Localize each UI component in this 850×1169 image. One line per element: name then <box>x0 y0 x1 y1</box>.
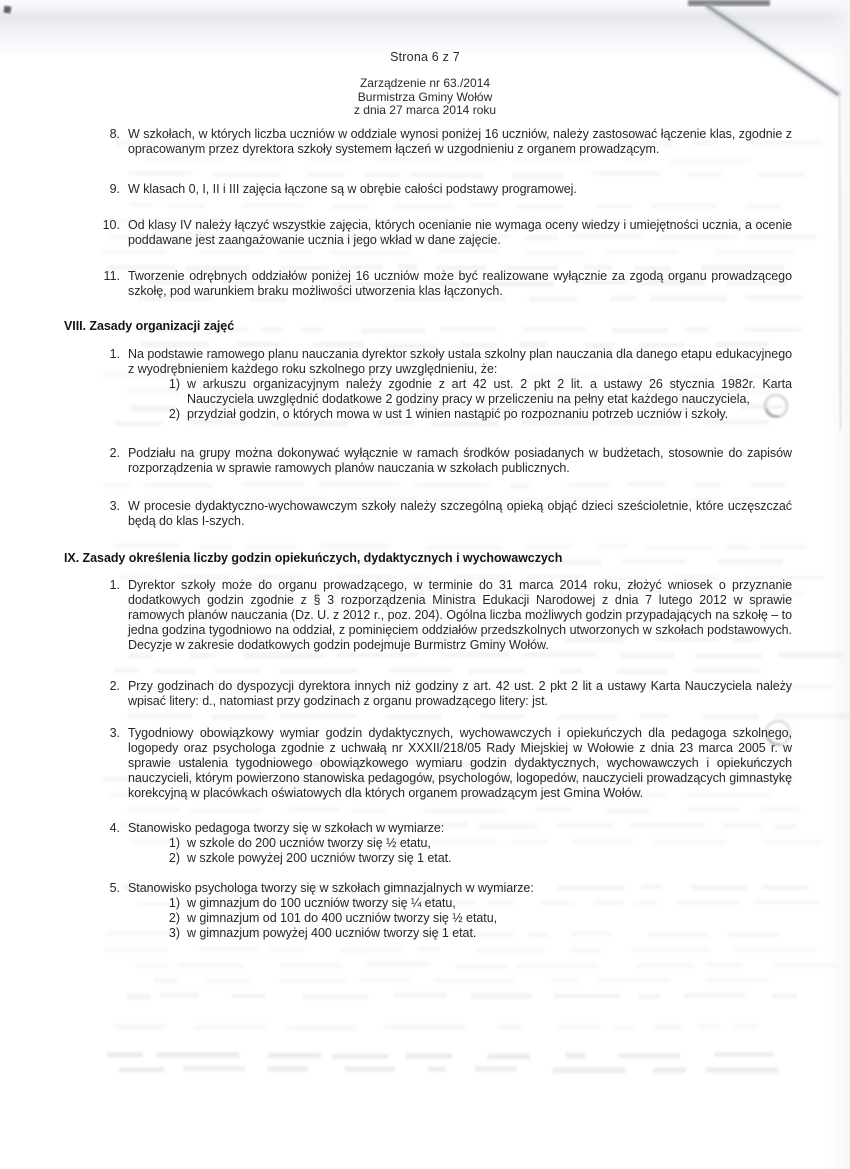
ix-item-4 <box>96 821 792 866</box>
item-text: Dyrektor szkoły może do organu prowadzącego, w terminie do 31 marca 2014 roku, złożyć wniosek o przyznanie dodatkowych godzin zgodnie z § 3 rozporządzenia Ministra Edukacji Narodowej z dnia 7 lutego 2012 w sprawie ramowych planów nauczania (Dz. U. z 2012 r., poz. 204). Ogólna liczba możliwych godzin przypadających na szkołę – to jedna godzina tygodniowo na oddział, z pominięciem oddziałów przedszkolnych utworzonych w szkołach podstawowych. Decyzje w zakresie dodatkowych godzin podejmuje Burmistrz Gminy Wołów. <box>128 577 792 652</box>
item-text: W procesie dydaktyczno-wychowawczym szkoły należy szczególną opieką objąć dzieci sześcioletnie, które uczęszczać będą do klas I-szych. <box>128 498 792 528</box>
subitem-number: 1) <box>168 895 180 910</box>
scanner-edge-artifact <box>688 0 770 6</box>
subitem-number: 2) <box>168 910 180 925</box>
item-text: Od klasy IV należy łączyć wszystkie zajęcia, których ocenianie nie wymaga oceny wiedzy i umiejętności ucznia, a ocenie poddawane jest zaangażowanie ucznia i jego wkład w dane zajęcie. <box>128 217 792 247</box>
document-content <box>0 50 850 962</box>
subitem-number: 2) <box>168 406 180 421</box>
item-number: 11. <box>103 268 120 283</box>
viii-item-1-sub-1 <box>158 377 792 407</box>
item-text: W szkołach, w których liczba uczniów w oddziale wynosi poniżej 16 uczniów, należy zastosować łączenie klas, zgodnie z opracowanym przez dyrektora szkoły systemem łączeń w uzgodnieniu z organem prowadzącym. <box>128 126 792 156</box>
ix-item-5-sub-1 <box>158 896 792 911</box>
item-number: 2. <box>109 678 120 693</box>
subitem-text: przydział godzin, o których mowa w ust 1 winien nastąpić po rozpoznaniu potrzeb uczniów i szkoły. <box>187 406 729 421</box>
item-text: Przy godzinach do dyspozycji dyrektora innych niż godziny z art. 42 ust. 2 pkt 2 lit a ustawy Karta Nauczyciela należy wpisać litery: d., natomiast przy godzinach z organu prowadzącego litery: jst. <box>128 678 792 708</box>
item-text: W klasach 0, I, II i III zajęcia łączone są w obrębie całości podstawy programowej. <box>128 181 577 196</box>
ix-item-5 <box>96 881 792 941</box>
list-item-8 <box>96 127 792 157</box>
ix-item-5-sub-3 <box>158 926 792 941</box>
subitem-text: w szkole powyżej 200 uczniów tworzy się 1 etat. <box>187 850 452 865</box>
subitem-text: w arkuszu organizacyjnym należy zgodnie z art 42 ust. 2 pkt 2 lit. a ustawy 26 stycznia 1982r. Karta Nauczyciela uwzględnić dodatkowe 2 godziny pracy w przeliczeniu na pełny etat każdego nauczyciela, <box>187 376 792 406</box>
viii-item-3 <box>96 499 792 529</box>
document-title-line1: Zarządzenie nr 63./2014 <box>359 76 491 90</box>
section-ix-list <box>0 578 850 941</box>
section-viii-list <box>0 347 850 529</box>
item-text: Stanowisko pedagoga tworzy się w szkołach w wymiarze: <box>128 820 445 835</box>
item-number: 3. <box>109 498 120 513</box>
ix-item-1 <box>96 578 792 653</box>
item-text: Stanowisko psychologa tworzy się w szkołach gimnazjalnych w wymiarze: <box>128 880 534 895</box>
item-number: 8. <box>109 126 120 141</box>
item-number: 4. <box>109 820 120 835</box>
subitem-text: w szkole do 200 uczniów tworzy się ½ etatu, <box>187 835 431 850</box>
item-text: Tygodniowy obowiązkowy wymiar godzin dydaktycznych, wychowawczych i opiekuńczych dla pedagoga szkolnego, logopedy oraz psychologa zgodnie z uchwałą nr XXXII/218/05 Rady Miejskiej w Wołowie z dnia 23 marca 2005 r. w sprawie ustalenia tygodniowego obowiązkowego wymiaru godzin dydaktycznych, wychowawczych i opiekuńczych nauczycieli, którym powierzono stanowiska pedagogów, psychologów, logopedów, nauczycieli prowadzących gimnastykę korekcyjną w placówkach oświatowych dla których organem prowadzącym jest Gmina Wołów. <box>128 725 792 800</box>
list-item-9 <box>96 182 792 197</box>
viii-item-2 <box>96 446 792 476</box>
item-number: 5. <box>109 880 120 895</box>
item-number: 10. <box>102 217 120 232</box>
subitem-number: 1) <box>168 835 180 850</box>
subitem-number: 1) <box>168 376 180 391</box>
ix-item-4-sub-2 <box>158 851 792 866</box>
item-number: 1. <box>109 577 120 592</box>
ix-item-2 <box>96 679 792 709</box>
viii-item-1 <box>96 347 792 422</box>
list-item-11 <box>96 269 792 299</box>
item-number: 9. <box>109 181 120 196</box>
document-title-line3: z dnia 27 marca 2014 roku <box>353 103 497 117</box>
page-number: Strona 6 z 7 <box>390 50 460 64</box>
document-title-line2: Burmistrza Gminy Wołów <box>357 89 493 104</box>
section-ix-heading: IX. Zasady określenia liczby godzin opiekuńczych, dydaktycznych i wychowawczych <box>64 550 563 565</box>
item-number: 2. <box>109 445 120 460</box>
ix-item-3 <box>96 726 792 801</box>
item-text: Na podstawie ramowego planu nauczania dyrektor szkoły ustala szkolny plan nauczania dla danego etapu edukacyjnego z wyodrębnieniem każdego roku szkolnego przy uwzględnieniu, że: <box>128 346 792 376</box>
viii-item-1-sub-2 <box>158 407 792 422</box>
ix-item-5-sub-2 <box>158 911 792 926</box>
ix-item-4-sub-1 <box>158 836 792 851</box>
subitem-number: 3) <box>168 925 180 940</box>
subitem-number: 2) <box>168 850 180 865</box>
list-item-10 <box>96 218 792 248</box>
numbered-list-top <box>0 127 850 299</box>
item-text: Tworzenie odrębnych oddziałów poniżej 16 uczniów może być realizowane wyłącznie za zgodą organu prowadzącego szkołę, pod warunkiem braku możliwości utworzenia klas łączonych. <box>128 268 792 298</box>
item-number: 3. <box>109 725 120 740</box>
section-viii-heading: VIII. Zasady organizacji zajęć <box>64 318 235 333</box>
subitem-text: w gimnazjum od 101 do 400 uczniów tworzy się ½ etatu, <box>187 910 498 925</box>
item-text: Podziału na grupy można dokonywać wyłącznie w ramach środków posiadanych w budżetach, stosownie do zapisów rozporządzenia w sprawie ramowych planów nauczania w szkołach publicznych. <box>128 445 792 475</box>
subitem-text: w gimnazjum do 100 uczniów tworzy się ¼ etatu, <box>187 895 456 910</box>
subitem-text: w gimnazjum powyżej 400 uczniów tworzy się 1 etat. <box>187 925 477 940</box>
corner-speck-artifact <box>3 6 11 14</box>
item-number: 1. <box>109 346 120 361</box>
